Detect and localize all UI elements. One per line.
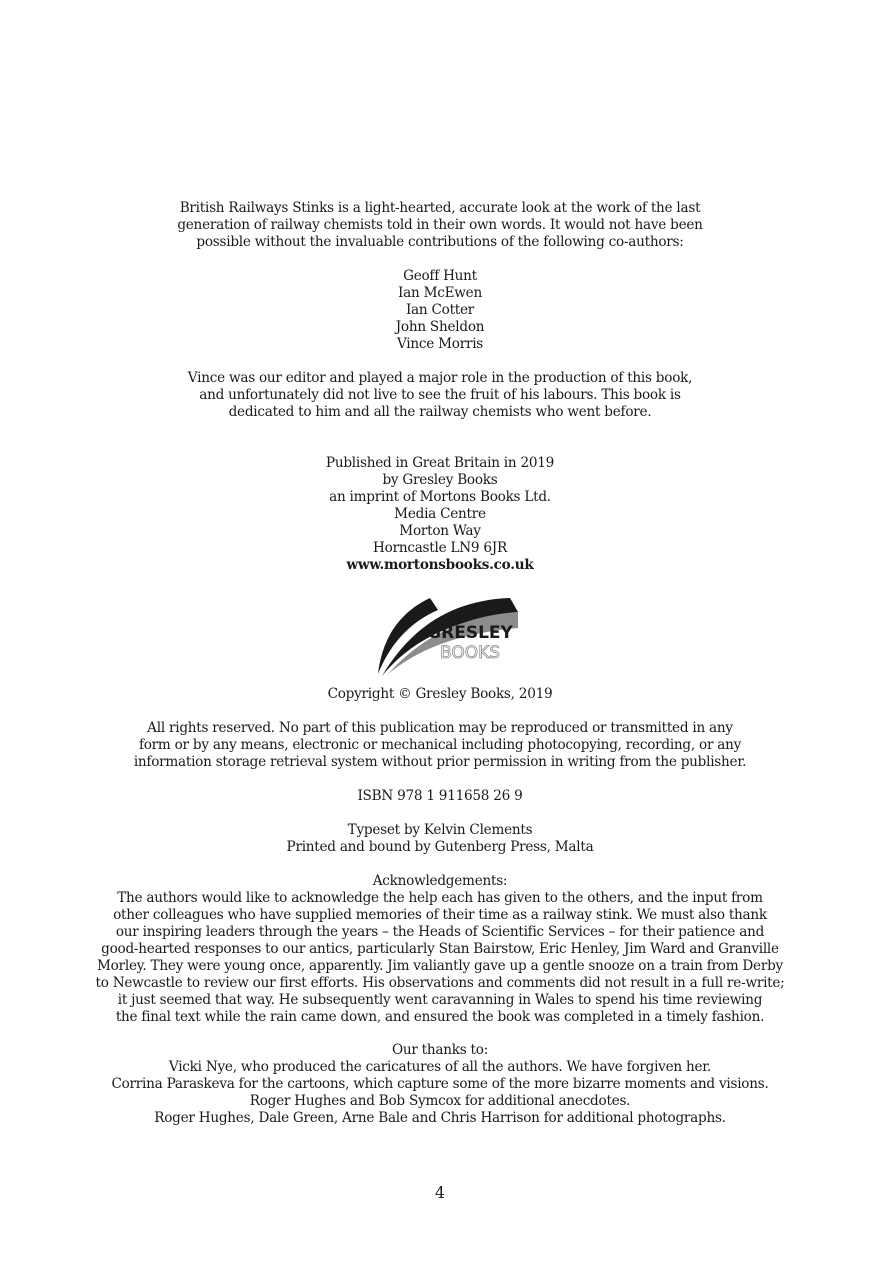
publisher-block	[0, 455, 880, 574]
publisher-line: Morton Way	[399, 523, 481, 539]
coauthor-name: Ian Cotter	[405, 302, 475, 318]
acknowledgements-line: good-hearted responses to our antics, particularly Stan Bairstow, Eric Henley, Jim Ward and Granville	[101, 941, 779, 957]
acknowledgements-line: the final text while the rain came down, and ensured the book was completed in a timely fashion.	[115, 1009, 765, 1025]
publisher-line: Media Centre	[394, 506, 486, 522]
intro-line: possible without the invaluable contributions of the following co-authors:	[196, 234, 684, 250]
rights-paragraph	[0, 720, 880, 771]
acknowledgements-line: Morley. They were young once, apparently. Jim valiantly gave up a gentle snooze on a train from Derby	[97, 958, 783, 974]
coauthor-name: Geoff Hunt	[403, 268, 477, 284]
thanks-section	[0, 1042, 880, 1127]
acknowledgements-line: it just seemed that way. He subsequently went caravanning in Wales to spend his time reviewing	[117, 992, 763, 1008]
coauthor-name: John Sheldon	[395, 319, 485, 335]
credit-line: Typeset by Kelvin Clements	[347, 822, 533, 838]
isbn	[0, 788, 880, 805]
dedication-line: and unfortunately did not live to see the fruit of his labours. This book is	[199, 387, 681, 403]
acknowledgements-line: other colleagues who have supplied memories of their time as a railway stink. We must also thank	[113, 907, 767, 923]
page-number: 4	[434, 1183, 446, 1202]
isbn-line: ISBN 978 1 911658 26 9	[357, 788, 523, 804]
acknowledgements-heading: Acknowledgements:	[372, 873, 508, 889]
rights-line: information storage retrieval system without prior permission in writing from the publisher.	[133, 754, 747, 770]
intro-paragraph	[0, 200, 880, 251]
publisher-line: Published in Great Britain in 2019	[325, 455, 555, 471]
thanks-line: Roger Hughes, Dale Green, Arne Bale and Chris Harrison for additional photographs.	[154, 1110, 726, 1126]
intro-line: generation of railway chemists told in their own words. It would not have been	[177, 217, 703, 233]
acknowledgements-line: The authors would like to acknowledge the help each has given to the others, and the input from	[117, 890, 763, 906]
gresley-books-logo	[370, 594, 520, 678]
thanks-line: Vicki Nye, who produced the caricatures of all the authors. We have forgiven her.	[168, 1059, 712, 1075]
publisher-line: by Gresley Books	[382, 472, 498, 488]
publisher-line: an imprint of Mortons Books Ltd.	[329, 489, 551, 505]
publisher-website: www.mortonsbooks.co.uk	[346, 557, 534, 573]
rights-line: All rights reserved. No part of this publication may be reproduced or transmitted in any	[147, 720, 733, 736]
acknowledgements-line: to Newcastle to review our first efforts. His observations and comments did not result in a full re-write;	[95, 975, 785, 991]
thanks-line: Roger Hughes and Bob Symcox for additional anecdotes.	[249, 1093, 631, 1109]
logo-line2: BOOKS	[439, 643, 501, 663]
coauthor-name: Vince Morris	[396, 336, 484, 352]
copyright-notice	[0, 686, 880, 703]
intro-line: British Railways Stinks is a light-hearted, accurate look at the work of the last	[179, 200, 701, 216]
acknowledgements-section	[0, 873, 880, 1026]
copyright-line: Copyright © Gresley Books, 2019	[327, 686, 553, 702]
logo-line1: GRESLEY	[427, 623, 513, 643]
credit-line: Printed and bound by Gutenberg Press, Malta	[286, 839, 594, 855]
acknowledgements-line: our inspiring leaders through the years – the Heads of Scientific Services – for their patience and	[115, 924, 765, 940]
thanks-heading: Our thanks to:	[391, 1042, 489, 1058]
credits-block	[0, 822, 880, 856]
thanks-line: Corrina Paraskeva for the cartoons, which capture some of the more bizarre moments and visions.	[111, 1076, 769, 1092]
rights-line: form or by any means, electronic or mechanical including photocopying, recording, or any	[138, 737, 742, 753]
coauthors-list	[0, 268, 880, 353]
coauthor-name: Ian McEwen	[398, 285, 482, 301]
dedication-line: dedicated to him and all the railway chemists who went before.	[228, 404, 652, 420]
publisher-line: Horncastle LN9 6JR	[373, 540, 507, 556]
dedication-line: Vince was our editor and played a major role in the production of this book,	[187, 370, 693, 386]
dedication-paragraph	[0, 370, 880, 421]
